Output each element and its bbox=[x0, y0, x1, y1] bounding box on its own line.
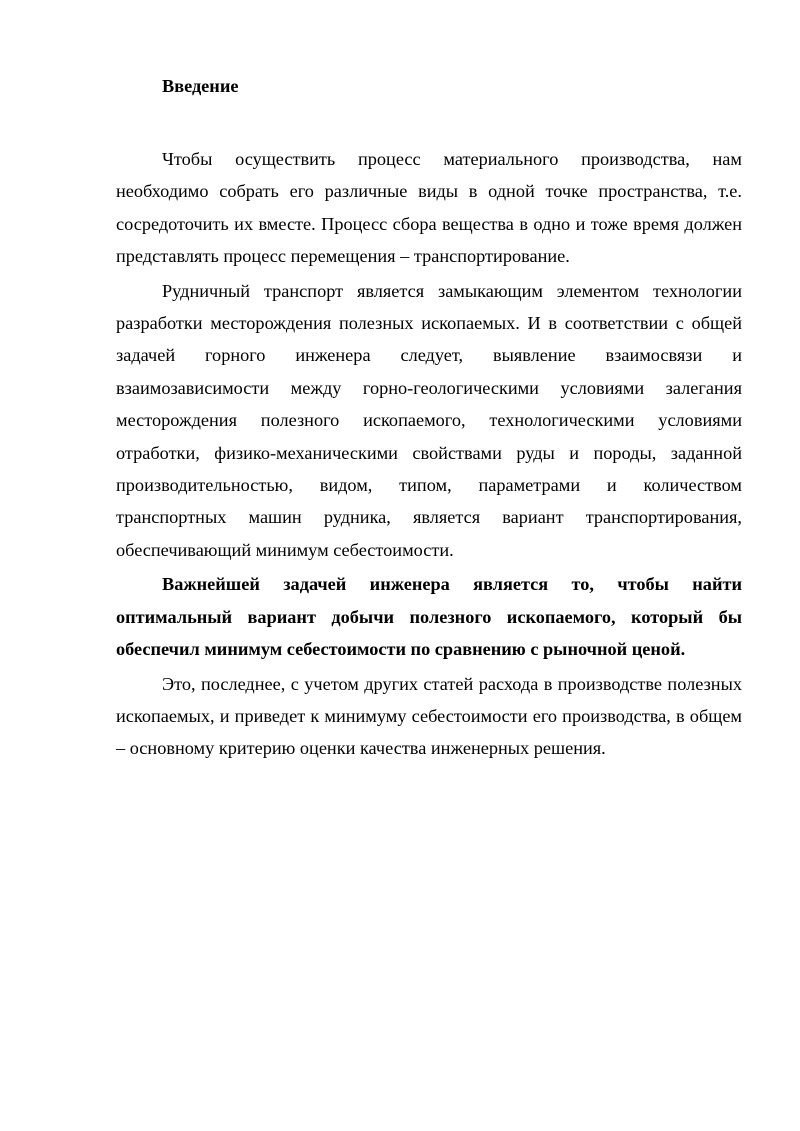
paragraph-intro: Чтобы осуществить процесс материального производства, нам необходимо собрать его различные виды в одной точке пространства, т.е. сосредоточить их вместе. Процесс сбора вещества в одно и тоже время должен представлять процесс перемещения – транспортирование. bbox=[116, 149, 742, 267]
heading-spacer bbox=[116, 98, 742, 143]
paragraph-conclusion: Это, последнее, с учетом других статей расхода в производстве полезных ископаемых, и приведет к минимуму себестоимости его производства, в общем – основному критерию оценки качества инженерных решения. bbox=[116, 673, 742, 759]
paragraph-mine-transport: Рудничный транспорт является замыкающим элементом технологии разработки месторождения полезных ископаемых. И в соответствии с общей задачей горного инженера следует, выявление взаимосвязи и взаимозависимости между горно-геологическими условиями залегания месторождения полезного ископаемого, технологическими условиями отработки, физико-механическими свойствами руды и породы, заданной производительностью, видом, типом, параметрами и количеством транспортных машин рудника, является вариант транспортирования, обеспечивающий минимум себестоимости. bbox=[116, 280, 742, 560]
page-title: Введение bbox=[162, 76, 239, 96]
document-body bbox=[116, 74, 742, 765]
paragraph-key-task: Важнейшей задачей инженера является то, чтобы найти оптимальный вариант добычи полезного ископаемого, который бы обеспечил минимум себестоимости по сравнению с рыночной ценой. bbox=[116, 574, 742, 660]
